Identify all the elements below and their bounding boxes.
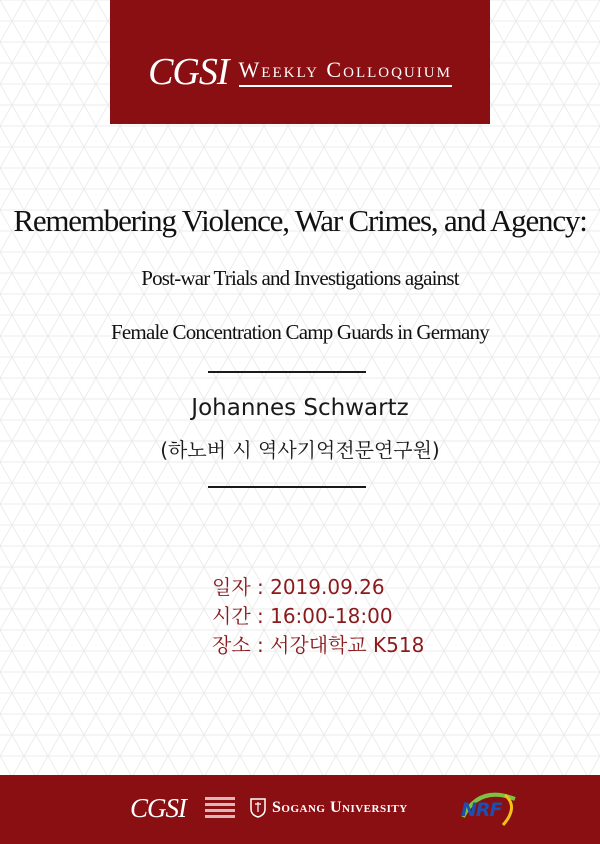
sogang-university-logo: Sogang University <box>272 799 408 816</box>
event-time: 시간 : 16:00-18:00 <box>212 604 393 628</box>
footer-cgsi-logo: CGSI <box>130 793 186 823</box>
talk-subtitle-line-1: Post-war Trials and Investigations against <box>141 266 459 290</box>
series-title: Weekly Colloquium <box>238 57 452 82</box>
cgsi-logo: CGSI <box>148 51 229 93</box>
footer-banner <box>0 775 600 844</box>
event-details <box>212 573 424 660</box>
talk-subtitle-line-2: Female Concentration Camp Guards in Germany <box>111 320 489 344</box>
nrf-logo <box>455 787 521 831</box>
speaker-affiliation: (하노버 시 역사기억전문연구원) <box>160 438 440 462</box>
talk-title: Remembering Violence, War Crimes, and Agency: <box>13 203 587 238</box>
event-date: 일자 : 2019.09.26 <box>212 575 385 599</box>
divider-bottom <box>208 486 366 488</box>
nrf-logo-text: NRF <box>461 799 502 821</box>
sogang-emblem-icon <box>250 798 266 818</box>
divider-top <box>208 371 366 373</box>
series-underline <box>239 85 452 87</box>
event-place: 장소 : 서강대학교 K518 <box>212 633 425 657</box>
header-banner <box>110 0 490 124</box>
speaker-name: Johannes Schwartz <box>191 395 409 421</box>
cgsi-institute-lines <box>205 797 235 821</box>
